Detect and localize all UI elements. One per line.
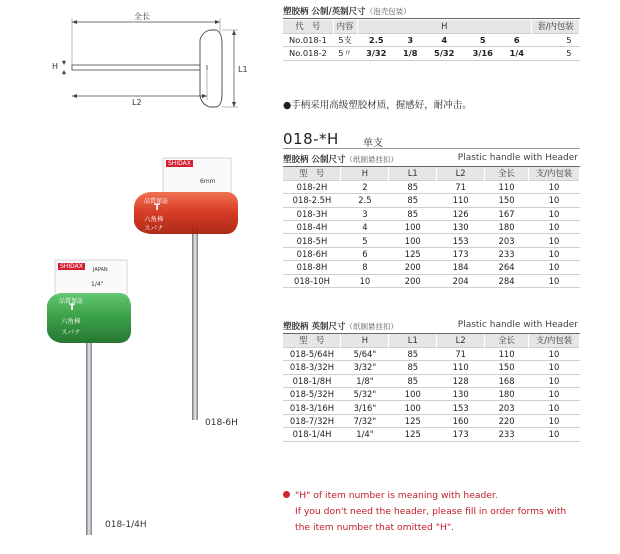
- cell-model: 018-8H: [283, 261, 341, 274]
- cell-overall: 203: [485, 234, 529, 247]
- cell-overall: 180: [485, 221, 529, 234]
- cell-l1: 85: [389, 361, 437, 374]
- cell-h: 2: [341, 180, 389, 193]
- cell-size: 3: [396, 33, 425, 46]
- cell-model: 018-5H: [283, 234, 341, 247]
- header-l1: L1: [389, 167, 437, 180]
- table-row: [283, 261, 580, 274]
- table-row: [283, 361, 580, 374]
- cell-size: 1/8: [396, 47, 425, 60]
- cell-overall: 203: [485, 401, 529, 414]
- card-origin-14h: JAPAN: [93, 267, 108, 273]
- cell-qty: 10: [529, 374, 580, 387]
- cell-qty: 10: [529, 401, 580, 414]
- inch-header-row: [283, 334, 580, 347]
- inch-title-sub: （纸制悬挂扣）: [345, 322, 398, 331]
- cell-model: 018-2.5H: [283, 194, 341, 207]
- table-row: [283, 401, 580, 414]
- dimension-diagram: [50, 10, 250, 110]
- header-h: H: [341, 167, 389, 180]
- metric-table: [283, 167, 580, 288]
- package-title-text: 塑胶柄 公制/英制尺寸: [283, 7, 366, 17]
- cell-overall: 233: [485, 247, 529, 260]
- cell-h: 3: [341, 207, 389, 220]
- cell-model: 018-3/16H: [283, 401, 341, 414]
- cell-qty: 10: [529, 180, 580, 193]
- cell-l2: 110: [437, 194, 485, 207]
- cell-model: 018-3/32H: [283, 361, 341, 374]
- cell-h: 1/8": [341, 374, 389, 387]
- header-model: 型 号: [283, 334, 341, 347]
- cell-l1: 85: [389, 347, 437, 360]
- cell-qty: 10: [529, 194, 580, 207]
- cell-model: 018-10H: [283, 274, 341, 287]
- cell-qty: 10: [529, 207, 580, 220]
- cell-l2: 130: [437, 221, 485, 234]
- card-big-14h: T: [69, 303, 76, 313]
- card-line1-6h: 品質保証: [144, 198, 169, 205]
- cell-model: 018-2H: [283, 180, 341, 193]
- cell-model: 018-5/32H: [283, 388, 341, 401]
- product-photo-018-6h: [130, 150, 240, 420]
- table-row: [283, 234, 580, 247]
- cell-model: 018-7/32H: [283, 414, 341, 427]
- header-qty: 支/内包装: [529, 167, 580, 180]
- t-wrench-drawing: [50, 10, 250, 110]
- metric-title-text: 塑胶柄 公制尺寸: [283, 155, 346, 165]
- cell-model: 018-3H: [283, 207, 341, 220]
- cell-h: 5/32": [341, 388, 389, 401]
- cell-qty: 10: [529, 274, 580, 287]
- cell-overall: 284: [485, 274, 529, 287]
- inch-title-en: Plastic handle with Header: [457, 320, 578, 330]
- table-row: [283, 207, 580, 220]
- inch-title-text: 塑胶柄 英制尺寸: [283, 322, 346, 332]
- header-overall: 全长: [485, 334, 529, 347]
- cell-h: 1/4": [341, 428, 389, 441]
- note-line-3: the item number that omitted "H".: [295, 522, 455, 533]
- red-t-wrench-image: [130, 150, 240, 420]
- cell-qty: 10: [529, 261, 580, 274]
- cell-l2: 71: [437, 347, 485, 360]
- table-row: [283, 347, 580, 360]
- inch-table: [283, 334, 580, 442]
- cell-size: 6: [502, 33, 531, 46]
- product-photo-018-1-4h: [45, 255, 135, 535]
- cell-model: 018-6H: [283, 247, 341, 260]
- inch-table-title: [283, 320, 580, 334]
- cell-qty: 5: [532, 47, 580, 60]
- cell-qty: 10: [529, 388, 580, 401]
- package-title-sub: （泡壳包装）: [365, 7, 411, 16]
- cell-qty: 5: [532, 33, 580, 46]
- cell-l1: 100: [389, 221, 437, 234]
- cell-model: 018-1/4H: [283, 428, 341, 441]
- cell-overall: 233: [485, 428, 529, 441]
- cell-overall: 110: [485, 347, 529, 360]
- cell-overall: 180: [485, 388, 529, 401]
- cell-l2: 130: [437, 388, 485, 401]
- header-h: H: [341, 334, 389, 347]
- cell-qty: 10: [529, 247, 580, 260]
- table-row: [283, 247, 580, 260]
- table-row: [283, 33, 580, 46]
- overall-length-label: 全长: [134, 12, 150, 21]
- cell-l2: 173: [437, 247, 485, 260]
- cell-code: No.018-1: [283, 33, 333, 46]
- metric-table-title: [283, 153, 580, 167]
- header-overall: 全长: [485, 167, 529, 180]
- cell-l1: 85: [389, 180, 437, 193]
- cell-size: 5: [464, 33, 503, 46]
- table-row: [283, 180, 580, 193]
- cell-overall: 150: [485, 361, 529, 374]
- cell-l2: 153: [437, 234, 485, 247]
- cell-overall: 168: [485, 374, 529, 387]
- card-size-6h: 6mm: [200, 178, 216, 185]
- cell-qty: 10: [529, 347, 580, 360]
- table-row: [283, 274, 580, 287]
- header-qty: 支/内包装: [529, 334, 580, 347]
- cell-l2: 184: [437, 261, 485, 274]
- cell-h: 10: [341, 274, 389, 287]
- note-text-1: "H" of item number is meaning with header.: [295, 490, 498, 501]
- note-line-1: [283, 488, 613, 504]
- cell-qty: 10: [529, 234, 580, 247]
- table-row: [283, 414, 580, 427]
- package-table-title: [283, 5, 580, 19]
- order-notes: [283, 488, 613, 536]
- cell-h: 8: [341, 261, 389, 274]
- cell-model: 018-4H: [283, 221, 341, 234]
- header-code: 代 号: [283, 20, 333, 33]
- cell-overall: 167: [485, 207, 529, 220]
- series-heading: [283, 130, 580, 149]
- cell-l1: 85: [389, 207, 437, 220]
- cell-l2: 173: [437, 428, 485, 441]
- cell-qty: 10: [529, 414, 580, 427]
- table-row: [283, 221, 580, 234]
- cell-l1: 200: [389, 274, 437, 287]
- cell-qty: 10: [529, 221, 580, 234]
- card-brand-14h: SHIDAX: [60, 263, 83, 270]
- cell-h: 4: [341, 221, 389, 234]
- cell-l2: 204: [437, 274, 485, 287]
- h-label: H: [52, 62, 59, 71]
- cell-l1: 100: [389, 401, 437, 414]
- cell-model: 018-1/8H: [283, 374, 341, 387]
- red-bullet-icon: [283, 491, 290, 498]
- cell-l2: 110: [437, 361, 485, 374]
- caption-018-6h: 018-6H: [205, 418, 238, 428]
- metric-title-en: Plastic handle with Header: [457, 153, 578, 163]
- cell-h: 2.5: [341, 194, 389, 207]
- card-line1-14h: 品質保証: [59, 298, 84, 305]
- l1-label: L1: [238, 65, 248, 74]
- cell-h: 5/64": [341, 347, 389, 360]
- header-content: 内容: [333, 20, 357, 33]
- cell-size: 1/4: [502, 47, 531, 60]
- cell-qty: 10: [529, 361, 580, 374]
- card-big-6h: T: [154, 203, 161, 213]
- cell-l2: 126: [437, 207, 485, 220]
- cell-overall: 110: [485, 180, 529, 193]
- cell-qty: 10: [529, 428, 580, 441]
- series-code: 018-*H: [283, 130, 339, 148]
- card-size-14h: 1/4": [91, 281, 104, 288]
- package-header-row: [283, 20, 580, 33]
- cell-l2: 71: [437, 180, 485, 193]
- cell-l1: 125: [389, 428, 437, 441]
- cell-h: 7/32": [341, 414, 389, 427]
- cell-overall: 264: [485, 261, 529, 274]
- l2-label: L2: [132, 98, 142, 107]
- header-h: H: [357, 20, 532, 33]
- cell-size: 2.5: [357, 33, 396, 46]
- cell-h: 3/32": [341, 361, 389, 374]
- cell-size: 4: [425, 33, 464, 46]
- card-line2-14h: 六角棒: [61, 317, 81, 325]
- table-row: [283, 194, 580, 207]
- card-line3-6h: スパナ: [144, 224, 164, 232]
- card-line3-14h: スパナ: [61, 328, 81, 336]
- cell-h: 6: [341, 247, 389, 260]
- cell-overall: 150: [485, 194, 529, 207]
- header-l2: L2: [437, 167, 485, 180]
- header-l1: L1: [389, 334, 437, 347]
- cell-size: 3/16: [464, 47, 503, 60]
- cell-size: 5/32: [425, 47, 464, 60]
- series-name: 单支: [363, 138, 383, 149]
- header-model: 型 号: [283, 167, 341, 180]
- cell-l1: 200: [389, 261, 437, 274]
- card-brand-6h: SHIDAX: [168, 160, 191, 167]
- cell-content: 5〃: [333, 47, 357, 60]
- table-row: [283, 47, 580, 60]
- cell-l1: 125: [389, 247, 437, 260]
- cell-l1: 100: [389, 388, 437, 401]
- card-line2-6h: 六角棒: [144, 215, 164, 223]
- feature-note: ●手柄采用高级塑胶材质，握感好，耐冲击。: [283, 100, 472, 111]
- cell-model: 018-5/64H: [283, 347, 341, 360]
- cell-l1: 85: [389, 374, 437, 387]
- caption-018-1-4h: 018-1/4H: [105, 520, 147, 530]
- cell-h: 3/16": [341, 401, 389, 414]
- table-row: [283, 428, 580, 441]
- header-qty: 套/内包装: [532, 20, 580, 33]
- cell-h: 5: [341, 234, 389, 247]
- table-row: [283, 388, 580, 401]
- header-l2: L2: [437, 334, 485, 347]
- metric-title-sub: （纸制悬挂扣）: [345, 155, 398, 164]
- cell-size: 3/32: [357, 47, 396, 60]
- cell-l2: 128: [437, 374, 485, 387]
- cell-l1: 125: [389, 414, 437, 427]
- cell-l1: 100: [389, 234, 437, 247]
- cell-content: 5支: [333, 33, 357, 46]
- package-table: [283, 20, 580, 61]
- cell-overall: 220: [485, 414, 529, 427]
- cell-l1: 85: [389, 194, 437, 207]
- cell-code: No.018-2: [283, 47, 333, 60]
- cell-l2: 160: [437, 414, 485, 427]
- cell-l2: 153: [437, 401, 485, 414]
- metric-header-row: [283, 167, 580, 180]
- note-line-2: If you don't need the header, please fill in order forms with: [295, 506, 567, 517]
- table-row: [283, 374, 580, 387]
